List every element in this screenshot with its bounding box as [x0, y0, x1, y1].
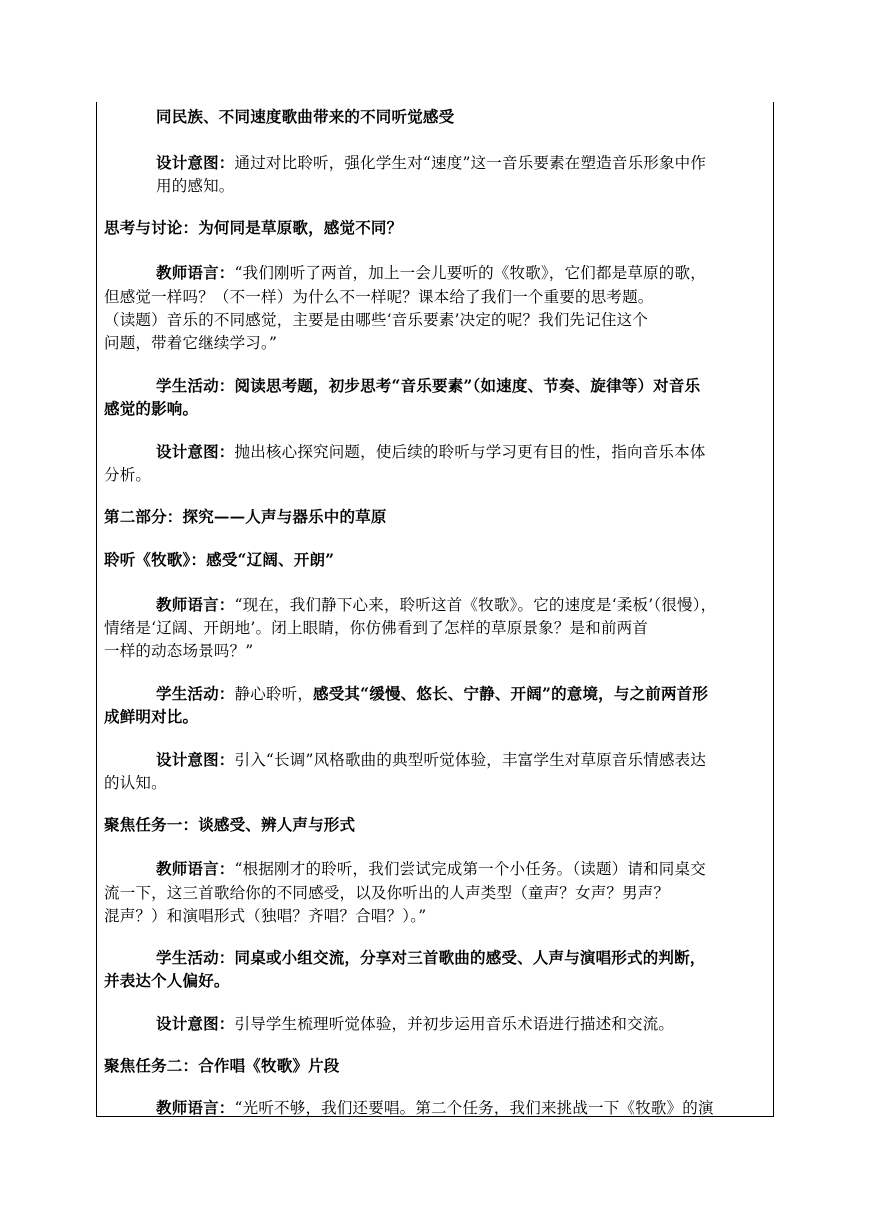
- label: 设计意图：: [156, 1014, 235, 1033]
- paragraph-line: 成鲜明对比。: [104, 707, 199, 726]
- section-heading: 聚焦任务一：谈感受、辨人声与形式: [104, 815, 356, 834]
- teacher-language-paragraph: [156, 263, 706, 283]
- design-intent-paragraph: [156, 153, 706, 173]
- paragraph-line: 一样的动态场景吗？”: [104, 642, 254, 660]
- text: “我们刚听了两首，加上一会儿要听的《牧歌》，它们都是草原的歌，: [234, 264, 706, 282]
- design-intent-paragraph: [156, 750, 706, 770]
- text: “现在，我们静下心来，聆听这首《牧歌》。它的速度是‘柔板’（很慢），: [234, 596, 717, 614]
- text: “根据刚才的聆听，我们尝试完成第一个小任务。（读题）请和同桌交: [234, 860, 706, 878]
- paragraph-line: 流一下，这三首歌给你的不同感受，以及你听出的人声类型（童声？女声？男声？: [104, 884, 670, 902]
- design-intent-paragraph: [156, 1014, 674, 1034]
- section-heading: 思考与讨论：为何同是草原歌，感觉不同？: [104, 218, 403, 237]
- label: 设计意图：: [156, 750, 235, 769]
- label: 教师语言：: [156, 595, 235, 614]
- paragraph-line: 混声？）和演唱形式（独唱？齐唱？合唱？）。”: [104, 907, 427, 925]
- paragraph-line: 分析。: [104, 466, 152, 484]
- label: 设计意图：: [156, 153, 235, 172]
- paragraph-line: 但感觉一样吗？（不一样）为什么不一样呢？课本给了我们一个重要的思考题。: [104, 288, 654, 306]
- text: 抛出核心探究问题，使后续的聆听与学习更有目的性，指向音乐本体: [234, 443, 706, 461]
- text: 通过对比聆听，强化学生对“速度”这一音乐要素在塑造音乐形象中作: [234, 154, 707, 172]
- paragraph-line: 并表达个人偏好。: [104, 971, 230, 990]
- text: 引入“长调”风格歌曲的典型听觉体验，丰富学生对草原音乐情感表达: [234, 751, 707, 769]
- label: 学生活动：: [156, 684, 235, 703]
- student-activity-paragraph: 学生活动：阅读思考题，初步思考“音乐要素”（如速度、节奏、旋律等）对音乐: [156, 376, 701, 395]
- student-activity-paragraph: [156, 684, 708, 704]
- paragraph-line: 情绪是‘辽阔、开朗地’。闭上眼睛，你仿佛看到了怎样的草原景象？是和前两首: [104, 619, 649, 637]
- part-heading: 第二部分：探究——人声与器乐中的草原: [104, 507, 387, 526]
- paragraph-line: （读题）音乐的不同感觉，主要是由哪些‘音乐要素’决定的呢？我们先记住这个: [104, 311, 649, 329]
- heading-line: 同民族、不同速度歌曲带来的不同听觉感受: [156, 107, 455, 126]
- student-activity-paragraph: 学生活动：同桌或小组交流，分享对三首歌曲的感受、人声与演唱形式的判断，: [156, 948, 706, 967]
- label: 设计意图：: [156, 442, 235, 461]
- text: 静心聆听，: [234, 685, 314, 703]
- paragraph-line: 用的感知。: [156, 177, 235, 195]
- section-heading: 聚焦任务二：合作唱《牧歌》片段: [104, 1056, 340, 1075]
- text: 引导学生梳理听觉体验，并初步运用音乐术语进行描述和交流。: [234, 1015, 675, 1033]
- teacher-language-paragraph: [156, 859, 706, 879]
- section-heading: 聆听《牧歌》：感受“辽阔、开朗”: [104, 550, 335, 569]
- paragraph-line: 问题，带着它继续学习。”: [104, 334, 278, 352]
- text-bold: 感受其“缓慢、悠长、宁静、开阔”的意境，与之前两首形: [313, 684, 709, 703]
- teacher-language-paragraph: [156, 1098, 714, 1118]
- label: 教师语言：: [156, 1098, 235, 1117]
- design-intent-paragraph: [156, 442, 706, 462]
- text: “光听不够，我们还要唱。第二个任务，我们来挑战一下《牧歌》的演: [234, 1099, 714, 1117]
- teacher-language-paragraph: [156, 595, 716, 615]
- paragraph-line: 感觉的影响。: [104, 399, 199, 418]
- label: 教师语言：: [156, 263, 235, 282]
- paragraph-line: 的认知。: [104, 774, 167, 792]
- label: 教师语言：: [156, 859, 235, 878]
